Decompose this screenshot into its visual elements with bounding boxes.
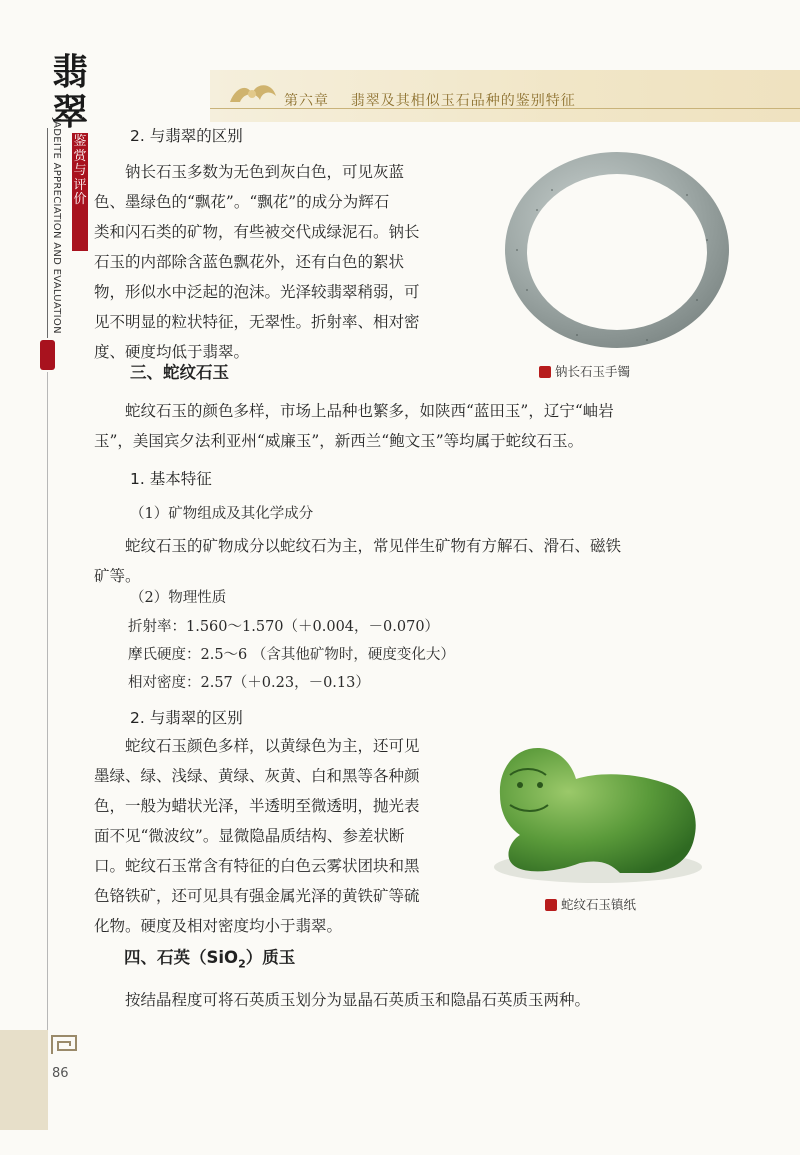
figure-caption-paperweight bbox=[545, 895, 636, 913]
caption-text: 蛇纹石玉镇纸 bbox=[561, 897, 637, 912]
serpentine-paperweight-image bbox=[480, 735, 710, 890]
physical-properties bbox=[128, 613, 455, 697]
para-line: 钠长石玉多数为无色到灰白色，可见灰蓝 bbox=[125, 163, 405, 181]
caption-marker-icon bbox=[539, 366, 551, 378]
para-line: 化物。硬度及相对密度均小于翡翠。 bbox=[94, 917, 343, 935]
heading-quartz-jade bbox=[124, 944, 295, 970]
seal-mark bbox=[40, 340, 55, 370]
para-line: 墨绿、绿、浅绿、黄绿、灰黄、白和黑等各种颜 bbox=[94, 767, 420, 785]
book-subtitle: 鉴赏与评价 bbox=[73, 134, 87, 207]
heading-part: ）质玉 bbox=[245, 948, 296, 967]
spine-divider bbox=[47, 128, 48, 338]
para-line: 类和闪石类的矿物，有些被交代成绿泥石。钠长 bbox=[94, 223, 420, 241]
spine-divider-lower bbox=[47, 372, 48, 1092]
page-number: 86 bbox=[52, 1066, 69, 1081]
chapter-title: 第六章 翡翠及其相似玉石品种的鉴别特征 bbox=[284, 93, 576, 109]
subheading-mineral: （1）矿物组成及其化学成分 bbox=[130, 506, 314, 522]
caption-text: 钠长石玉手镯 bbox=[555, 364, 631, 379]
heading-difference-2: 2. 与翡翠的区别 bbox=[130, 709, 243, 727]
property-hardness: 摩氏硬度：2.5～6 （含其他矿物时，硬度变化大） bbox=[128, 647, 455, 663]
para-line: 蛇纹石玉的颜色多样，市场上品种也繁多，如陕西“蓝田玉”，辽宁“岫岩 bbox=[125, 402, 614, 420]
book-title: 翡翠 bbox=[51, 51, 88, 133]
para-line: 蛇纹石玉颜色多样，以黄绿色为主，还可见 bbox=[125, 737, 420, 755]
para-line: 色、墨绿色的“飘花”。“飘花”的成分为辉石 bbox=[94, 193, 390, 211]
heading-subscript: 2 bbox=[238, 957, 246, 971]
heading-serpentine: 三、蛇纹石玉 bbox=[130, 363, 229, 382]
para-line: 见不明显的粒状特征，无翠性。折射率、相对密 bbox=[94, 313, 420, 331]
heading-part: 四、石英（SiO bbox=[124, 948, 239, 967]
para-line: 蛇纹石玉的矿物成分以蛇纹石为主，常见伴生矿物有方解石、滑石、磁铁 bbox=[125, 537, 622, 555]
figure-caption-bangle bbox=[539, 362, 630, 380]
para-line: 矿等。 bbox=[94, 567, 141, 585]
subheading-physical: （2）物理性质 bbox=[130, 590, 227, 606]
para-line: 度、硬度均低于翡翠。 bbox=[94, 343, 250, 361]
heading-basic-features: 1. 基本特征 bbox=[130, 470, 212, 488]
heading-difference-1: 2. 与翡翠的区别 bbox=[130, 127, 243, 145]
albite-paragraph bbox=[94, 157, 420, 367]
property-refractive-index: 折射率：1.560～1.570（＋0.004，－0.070） bbox=[128, 619, 440, 635]
caption-marker-icon bbox=[545, 899, 557, 911]
cloud-ornament-icon bbox=[226, 76, 282, 110]
fret-pattern-icon bbox=[50, 1034, 80, 1056]
para-line: 口。蛇纹石玉常含有特征的白色云雾状团块和黑 bbox=[94, 857, 420, 875]
para-line: 玉”，美国宾夕法利亚州“威廉玉”，新西兰“鲍文玉”等均属于蛇纹石玉。 bbox=[94, 432, 584, 450]
property-density: 相对密度：2.57（＋0.23，－0.13） bbox=[128, 675, 370, 691]
book-english-title: JADEITE APPRECIATION AND EVALUATION bbox=[51, 118, 62, 334]
serpentine-difference-paragraph bbox=[94, 731, 420, 941]
albite-bangle-image bbox=[497, 150, 737, 355]
mineral-paragraph bbox=[94, 531, 621, 591]
para-line: 石玉的内部除含蓝色飘花外，还有白色的絮状 bbox=[94, 253, 405, 271]
para-line: 物，形似水中泛起的泡沫。光泽较翡翠稍弱，可 bbox=[94, 283, 420, 301]
para-line: 色，一般为蜡状光泽，半透明至微透明，抛光表 bbox=[94, 797, 420, 815]
corner-decoration bbox=[0, 1030, 48, 1130]
para-line: 面不见“微波纹”。显微隐晶质结构、参差状断 bbox=[94, 827, 405, 845]
quartz-paragraph: 按结晶程度可将石英质玉划分为显晶石英质玉和隐晶石英质玉两种。 bbox=[125, 991, 591, 1009]
para-line: 色铬铁矿，还可见具有强金属光泽的黄铁矿等硫 bbox=[94, 887, 420, 905]
serpentine-intro bbox=[94, 396, 614, 456]
